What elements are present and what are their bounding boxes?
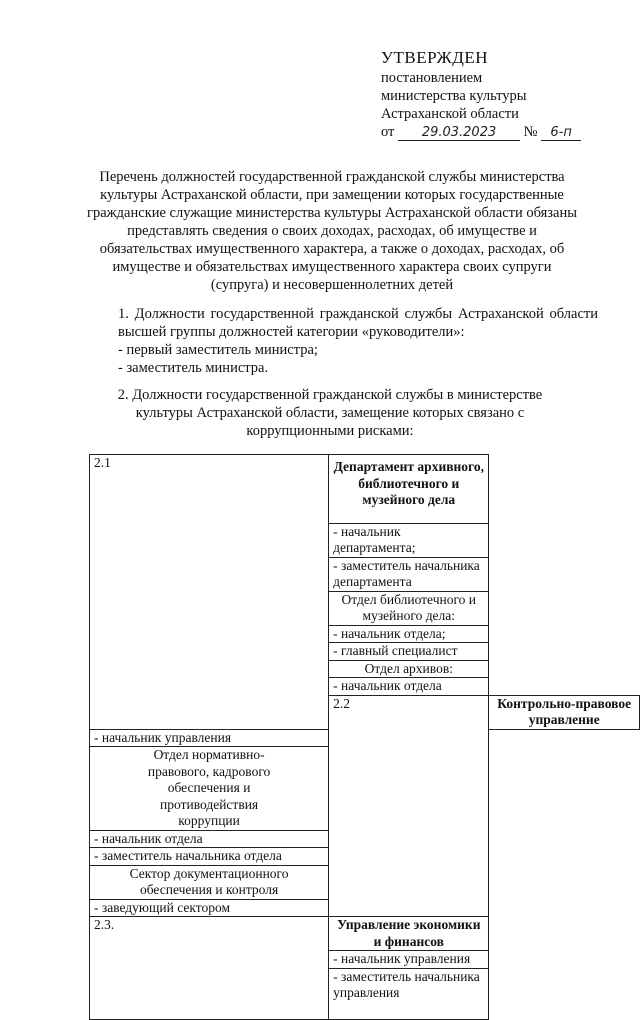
position-item: - главный специалист — [329, 643, 489, 661]
date-prefix: от — [381, 124, 395, 140]
row-number: 2.3. — [90, 917, 329, 1020]
position-item: - начальник отдела — [329, 678, 489, 696]
position-item: - заместитель начальника управления — [329, 968, 489, 1019]
approval-number: 6-п — [541, 125, 581, 141]
subdivision-heading: Сектор документационного обеспечения и контроля — [90, 865, 329, 899]
table-row — [90, 455, 640, 524]
subdivision-heading: Отдел библиотечного и музейного дела: — [329, 591, 489, 625]
section-1-item-2: - заместитель министра. — [118, 360, 269, 376]
position-item: - начальник отдела — [90, 830, 329, 848]
approval-date: 29.03.2023 — [398, 125, 520, 141]
position-item: - заместитель начальника отдела — [90, 848, 329, 866]
department-heading: Департамент архивного, библиотечного и музейного дела — [329, 455, 489, 524]
section-1-item-1: - первый заместитель министра; — [118, 342, 318, 358]
section-1 — [118, 305, 598, 377]
position-item: - начальник департамента; — [329, 523, 489, 557]
position-item: - начальник управления — [329, 951, 489, 969]
approval-line-1: постановлением — [381, 70, 483, 86]
approval-line-3: Астраханской области — [381, 106, 519, 122]
position-item: - начальник управления — [90, 729, 329, 747]
position-item: - заведующий сектором — [90, 899, 329, 917]
table-row — [90, 917, 640, 951]
department-heading: Контрольно-правовое управление — [489, 695, 640, 729]
approval-title: УТВЕРЖДЕН — [381, 48, 488, 67]
document-title: Перечень должностей государственной гражданской службы министерства культуры Астраханской области, при замещении которых государственные гражданские служащие министерства культуры Астраханской области обязаны представлять сведения о своих доходах, расходах, об имуществе и обязательствах имущественного характера, а также о доходах, расходах, об имуществе и обязательствах имущественного характера своих супруги (супруга) и несовершеннолетних детей — [87, 169, 577, 293]
row-number: 2.1 — [90, 455, 329, 730]
approval-date-line — [381, 123, 621, 141]
positions-table — [89, 454, 640, 1020]
position-item: - заместитель начальника департамента — [329, 557, 489, 591]
approval-line-2: министерства культуры — [381, 88, 527, 104]
subdivision-heading: Отдел нормативно-правового, кадрового обеспечения и противодействия коррупции — [90, 747, 329, 831]
row-number: 2.2 — [329, 695, 489, 917]
section-2-heading: 2. Должности государственной гражданской службы в министерстве культуры Астраханской области, замещение которых связано с коррупционными рисками: — [117, 387, 543, 439]
section-1-heading: 1. Должности государственной гражданской службы Астраханской области высшей группы должностей категории «руководители»: — [118, 306, 598, 340]
positions-table-wrap — [89, 454, 640, 1020]
department-heading: Управление экономики и финансов — [329, 917, 489, 951]
position-item: - начальник отдела; — [329, 625, 489, 643]
approval-block — [381, 47, 621, 141]
number-prefix: № — [523, 124, 538, 140]
subdivision-heading: Отдел архивов: — [329, 660, 489, 678]
